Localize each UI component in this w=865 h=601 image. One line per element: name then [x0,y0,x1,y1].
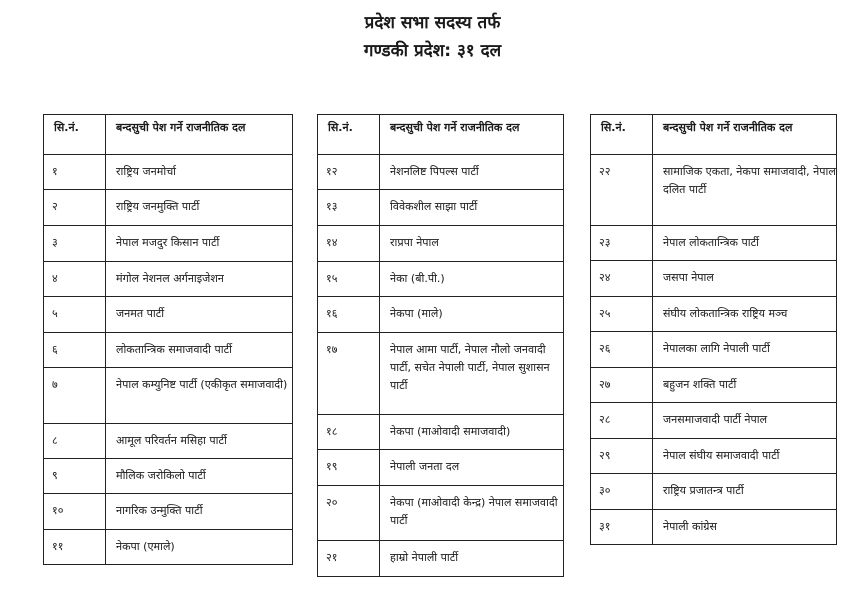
table-row [591,403,837,439]
table-row [44,190,293,226]
row-party: राष्ट्रिय जनमोर्चा [106,155,293,190]
table-row [318,486,564,541]
row-sn: २९ [591,439,653,474]
party-table-3 [590,114,837,545]
table-row [44,155,293,190]
document-title: प्रदेश सभा सदस्य तर्फ [364,13,501,33]
row-party: बहुजन शक्ति पार्टी [653,368,837,403]
row-party: नेकपा (एमाले) [106,530,293,565]
table-row [318,541,564,577]
row-party: मंगोल नेशनल अर्गनाइजेशन [106,262,293,297]
party-table-1 [43,114,293,565]
row-party: राप्रपा नेपाल [380,226,564,262]
table-row [591,297,837,332]
row-party: नेकपा (माओवादी केन्द्र) नेपाल समाजवादी पार्टी [380,486,564,541]
table-row [318,226,564,262]
table-row [44,333,293,368]
table-row [318,297,564,333]
document-subtitle: गण्डकी प्रदेश: ३१ दल [363,41,502,61]
row-sn: ३० [591,474,653,510]
table-row [44,262,293,297]
party-header: बन्दसुची पेश गर्ने राजनीतिक दल [106,115,293,155]
table-row [591,332,837,368]
row-party: विवेकशील साझा पार्टी [380,190,564,226]
row-sn: २६ [591,332,653,368]
row-party: नेपाल कम्युनिष्ट पार्टी (एकीकृत समाजवादी) [106,368,293,424]
row-sn: १९ [318,450,380,486]
row-sn: २ [44,190,106,226]
row-sn: २१ [318,541,380,577]
row-sn: ३१ [591,510,653,545]
sn-header: सि.नं. [44,115,106,155]
row-party: नेकपा (माले) [380,297,564,333]
row-party: जनमत पार्टी [106,297,293,333]
table-row [44,297,293,333]
row-party: जसपा नेपाल [653,261,837,297]
row-party: आमूल परिवर्तन मसिहा पार्टी [106,424,293,459]
row-party: नेपाल आमा पार्टी, नेपाल नौलो जनवादी पार्टी, सचेत नेपाली पार्टी, नेपाल सुशासन पार्टी [380,333,564,415]
row-party: नेपाली कांग्रेस [653,510,837,545]
row-party: नेपालका लागि नेपाली पार्टी [653,332,837,368]
table-row [591,474,837,510]
table-row [591,261,837,297]
table-row [44,226,293,262]
row-sn: २८ [591,403,653,439]
table-row [318,333,564,415]
row-sn: ७ [44,368,106,424]
row-party: सामाजिक एकता, नेकपा समाजवादी, नेपाल दलित पार्टी [653,155,837,226]
table-row [44,368,293,424]
table-row [44,459,293,494]
row-sn: ८ [44,424,106,459]
table-row [318,155,564,190]
row-party: राष्ट्रिय जनमुक्ति पार्टी [106,190,293,226]
row-sn: २३ [591,226,653,261]
row-party: नेका (बी.पी.) [380,262,564,297]
row-sn: २५ [591,297,653,332]
row-sn: ५ [44,297,106,333]
row-sn: १ [44,155,106,190]
table-row [318,415,564,450]
row-party: मौलिक जरोकिलो पार्टी [106,459,293,494]
row-sn: १३ [318,190,380,226]
row-sn: ९ [44,459,106,494]
row-sn: १२ [318,155,380,190]
table-row [318,450,564,486]
row-sn: १८ [318,415,380,450]
table-row [591,155,837,226]
row-sn: ११ [44,530,106,565]
sn-header: सि.नं. [318,115,380,155]
row-party: जनसमाजवादी पार्टी नेपाल [653,403,837,439]
table-row [44,424,293,459]
row-sn: ४ [44,262,106,297]
row-party: राष्ट्रिय प्रजातन्त्र पार्टी [653,474,837,510]
row-sn: ३ [44,226,106,262]
row-sn: २० [318,486,380,541]
row-sn: १७ [318,333,380,415]
table-row [318,190,564,226]
row-party: नेशनलिष्ट पिपल्स पार्टी [380,155,564,190]
row-party: नेपाली जनता दल [380,450,564,486]
table-row [318,262,564,297]
row-party: नेपाल संघीय समाजवादी पार्टी [653,439,837,474]
table-row [44,494,293,530]
table-row [591,226,837,261]
row-sn: २७ [591,368,653,403]
row-sn: ६ [44,333,106,368]
row-party: नेकपा (माओवादी समाजवादी) [380,415,564,450]
row-sn: २२ [591,155,653,226]
row-party: नागरिक उन्मुक्ति पार्टी [106,494,293,530]
row-sn: १४ [318,226,380,262]
table-row [591,368,837,403]
row-sn: १६ [318,297,380,333]
row-sn: १० [44,494,106,530]
row-party: नेपाल लोकतान्त्रिक पार्टी [653,226,837,261]
row-party: नेपाल मजदुर किसान पार्टी [106,226,293,262]
table-row [591,510,837,545]
party-table-2 [317,114,564,577]
party-header: बन्दसुची पेश गर्ने राजनीतिक दल [653,115,837,155]
party-header: बन्दसुची पेश गर्ने राजनीतिक दल [380,115,564,155]
row-sn: १५ [318,262,380,297]
row-party: लोकतान्त्रिक समाजवादी पार्टी [106,333,293,368]
row-party: हाम्रो नेपाली पार्टी [380,541,564,577]
table-row [591,439,837,474]
row-party: संघीय लोकतान्त्रिक राष्ट्रिय मञ्च [653,297,837,332]
sn-header: सि.नं. [591,115,653,155]
table-row [44,530,293,565]
row-sn: २४ [591,261,653,297]
